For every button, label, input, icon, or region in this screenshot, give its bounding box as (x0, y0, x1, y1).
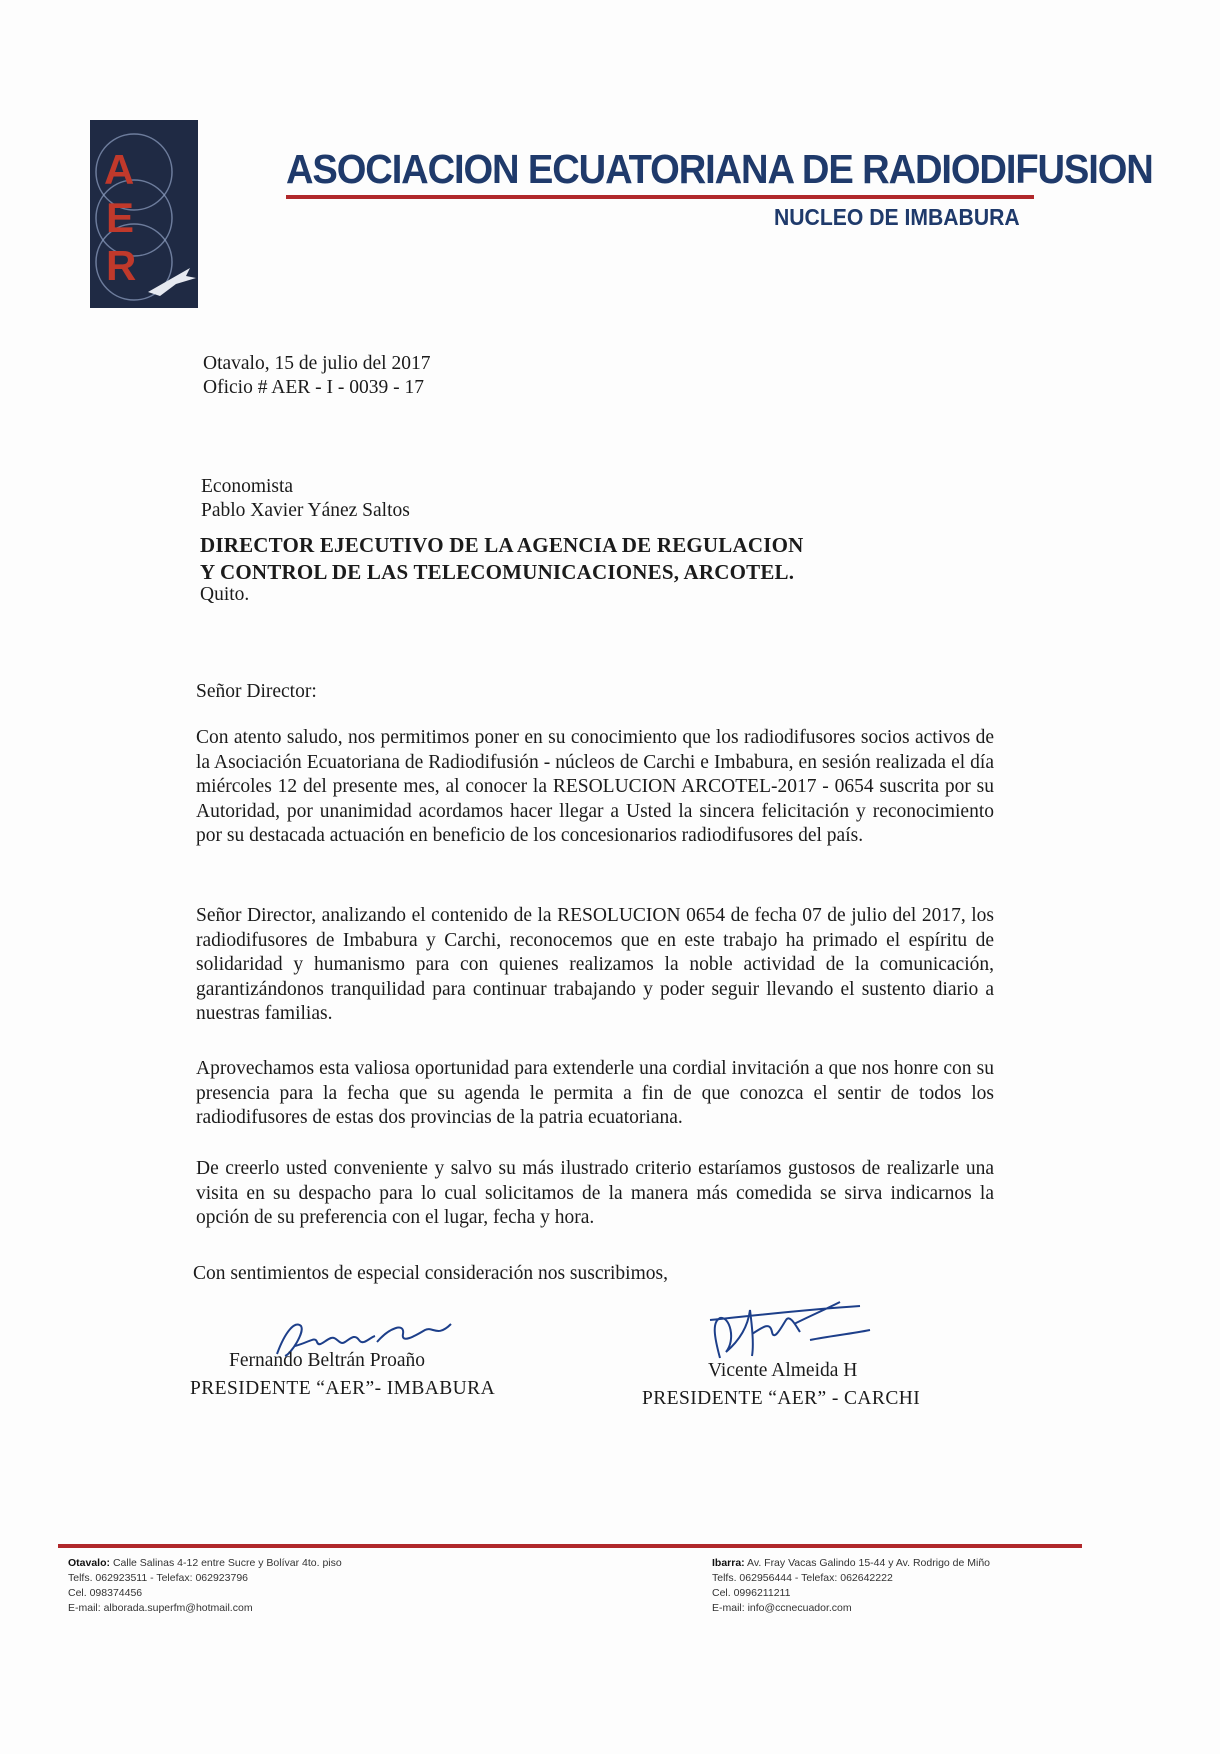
footer-left-city: Otavalo: (68, 1557, 111, 1569)
salutation: Señor Director: (196, 681, 317, 702)
organization-name: ASOCIACION ECUATORIANA DE RADIODIFUSION (286, 146, 1153, 192)
footer-left-email: E-mail: alborada.superfm@hotmail.com (68, 1602, 253, 1614)
footer-left-phones: Telfs. 062923511 - Telefax: 062923796 (68, 1572, 249, 1584)
footer-right-city: Ibarra: (712, 1557, 745, 1569)
body-paragraph-1: Con atento saludo, nos permitimos poner en su conocimiento que los radiodifusores socios activos de la Asociación Ecuatoriana de Radiodifusión - núcleos de Carchi e Imbabura, en sesión realizada el día miércoles 12 del presente mes, al conocer la RESOLUCION ARCOTEL-2017 - 0654 suscrita por su Autoridad, por unanimidad acordamos hacer llegar a Usted la sincera felicitación y reconocimiento por su destacada actuación en beneficio de los concesionarios radiodifusores del país. (196, 727, 994, 847)
signatory-1-name: Fernando Beltrán Proaño (229, 1350, 426, 1371)
place-date: Otavalo, 15 de julio del 2017 (203, 353, 431, 374)
recipient-name: Pablo Xavier Yánez Saltos (201, 500, 410, 521)
signatory-2-name: Vicente Almeida H (708, 1360, 858, 1381)
footer-right-email: E-mail: info@ccnecuador.com (712, 1602, 852, 1614)
signatory-1-role: PRESIDENTE “AER”- IMBABURA (190, 1378, 496, 1399)
reference-number: Oficio # AER - I - 0039 - 17 (203, 377, 424, 398)
footer-right-line1 (712, 1556, 990, 1571)
body-paragraph-3: Aprovechamos esta valiosa oportunidad para extenderle una cordial invitación a que nos honre con su presencia para la fecha que su agenda le permita a fin de que conozca el sentir de todos los radiodifusores de estas dos provincias de la patria ecuatoriana. (196, 1058, 994, 1129)
signature-vicente (690, 1296, 890, 1368)
recipient-title: Economista (201, 476, 294, 497)
svg-text:A: A (104, 146, 135, 193)
svg-text:E: E (106, 194, 135, 241)
footer-left-cell: Cel. 098374456 (68, 1587, 143, 1599)
svg-text:R: R (106, 242, 137, 289)
footer-rule (58, 1544, 1082, 1548)
organization-subtitle: NUCLEO DE IMBABURA (774, 204, 1020, 230)
signatory-2-role: PRESIDENTE “AER” - CARCHI (642, 1388, 921, 1409)
recipient-city: Quito. (200, 584, 250, 605)
footer-left-address: Calle Salinas 4-12 entre Sucre y Bolívar 4to. piso (112, 1557, 342, 1569)
closing-line: Con sentimientos de especial consideración nos suscribimos, (193, 1263, 668, 1284)
footer-left-line1 (68, 1556, 342, 1571)
footer-right-cell: Cel. 0996211211 (712, 1587, 791, 1599)
body-paragraph-2: Señor Director, analizando el contenido de la RESOLUCION 0654 de fecha 07 de julio del 2017, los radiodifusores de Imbabura y Carchi, reconocemos que en este trabajo ha primado el espíritu de solidaridad y humanismo para con quienes realizamos la noble actividad de la comunicación, garantizándonos tranquilidad para continuar trabajando y poder seguir llevando el sustento diario a nuestras familias. (196, 905, 994, 1025)
body-paragraph-4: De creerlo usted conveniente y salvo su más ilustrado criterio estaríamos gustosos de realizarle una visita en su despacho para lo cual solicitamos de la manera más comedida se sirva indicarnos la opción de su preferencia con el lugar, fecha y hora. (196, 1158, 994, 1229)
footer-right-address: Av. Fray Vacas Galindo 15-44 y Av. Rodrigo de Miño (747, 1557, 991, 1569)
title-rule (286, 195, 1034, 199)
footer-right-phones: Telfs. 062956444 - Telefax: 062642222 (712, 1572, 893, 1584)
aer-logo (90, 120, 198, 308)
recipient-position-line2: Y CONTROL DE LAS TELECOMUNICACIONES, ARCOTEL. (200, 560, 795, 584)
aer-logo-graphic (90, 120, 198, 308)
recipient-position-line1: DIRECTOR EJECUTIVO DE LA AGENCIA DE REGULACION (200, 533, 804, 557)
